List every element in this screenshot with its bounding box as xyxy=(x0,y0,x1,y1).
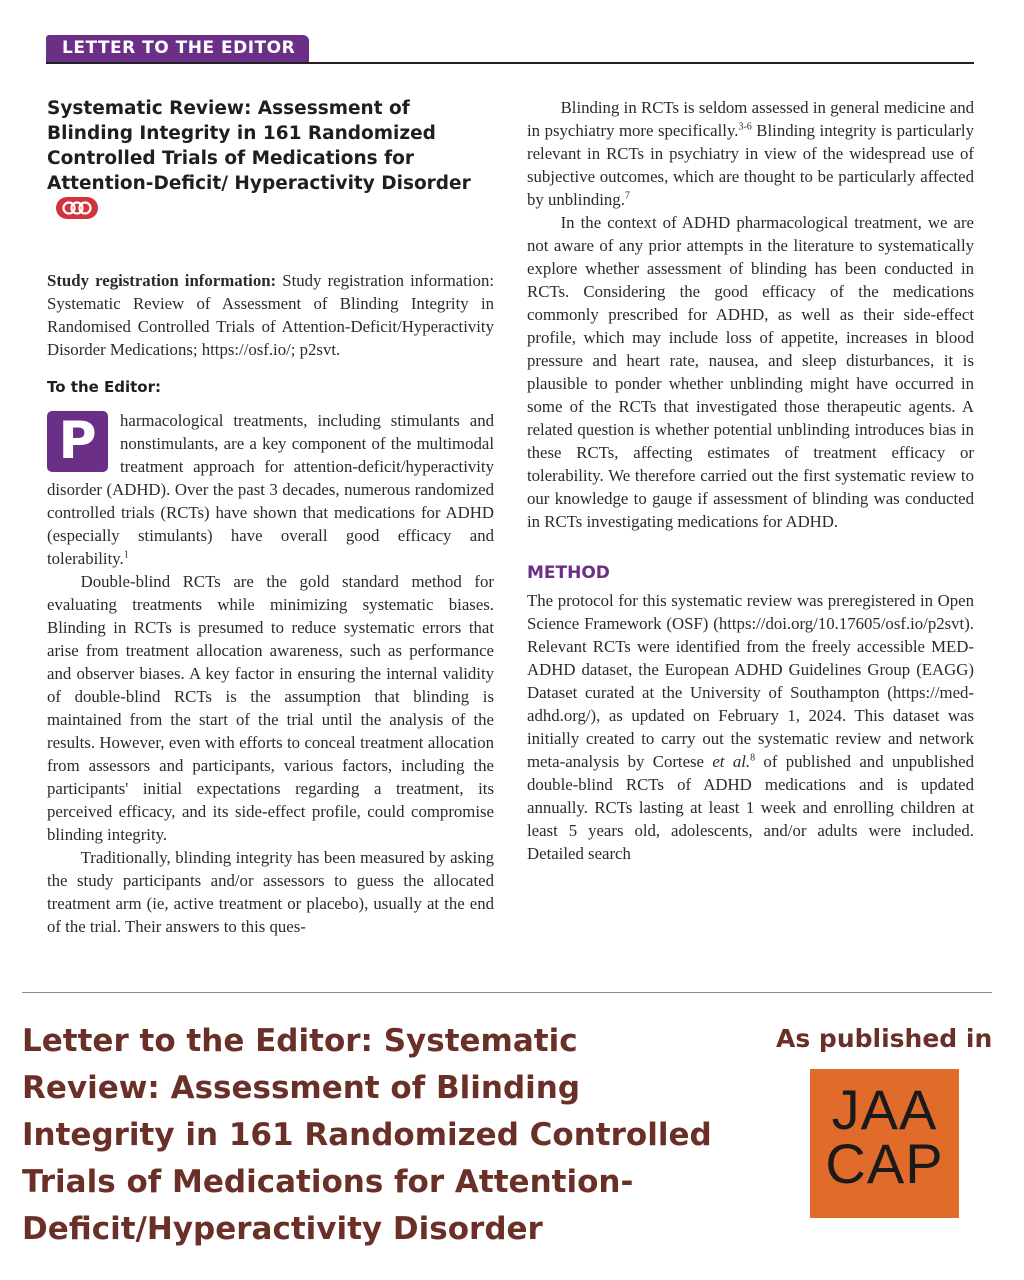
citation-1[interactable]: 1 xyxy=(123,549,129,561)
published-label: As published in xyxy=(776,1024,993,1053)
journal-logo[interactable] xyxy=(810,1069,959,1218)
footer-title: Letter to the Editor: Systematic Review: Assessment of Blinding Integrity in 161 Randomized Controlled Trials of Medications for Attention-Deficit/Hyperactivity Disorder xyxy=(22,1023,712,1247)
article-title-text: Systematic Review: Assessment of Blinding Integrity in 161 Randomized Controlled Trials of Medications for Attention-Deficit/ Hyperactivity Disorder xyxy=(47,98,471,194)
header-divider xyxy=(46,62,974,64)
et-al: et al. xyxy=(712,752,751,771)
citation-3-6[interactable]: 3-6 xyxy=(738,121,752,133)
right-column xyxy=(527,96,974,865)
paragraph-6-text-b: of published and unpublished double-blind RCTs of ADHD medications and is updated annually. RCTs lasting at least 1 week and enrolling children at least 5 years old, adolescents, and/or adults were included. Detailed search xyxy=(527,752,974,863)
method-heading: METHOD xyxy=(527,563,610,583)
paragraph-4-text-a: Blinding in RCTs is seldom assessed in general medicine and in psychiatry more specifically. xyxy=(527,98,974,140)
paragraph-1 xyxy=(47,409,494,570)
paragraph-1-text: harmacological treatments, including stimulants and nonstimulants, are a key component of the multimodal treatment approach for attention-deficit/hyperactivity disorder (ADHD). Over the past 3 decades, numerous randomized controlled trials (RCTs) have shown that medications for ADHD (especially stimulants) have overall good efficacy and tolerability. xyxy=(47,411,494,568)
logo-line-2: CAP xyxy=(825,1132,944,1195)
paragraph-6 xyxy=(527,589,974,865)
drop-cap: P xyxy=(47,411,108,472)
left-column xyxy=(47,96,494,938)
salutation: To the Editor: xyxy=(47,378,162,396)
study-registration xyxy=(47,269,494,361)
footer-divider xyxy=(22,992,992,993)
paragraph-2: Double-blind RCTs are the gold standard method for evaluating treatments while minimizing systematic biases. Blinding in RCTs is presumed to reduce systematic errors that arise from treatment allocation awareness, such as performance and observer biases. A key factor in ensuring the internal validity of double-blind RCTs is the assumption that blinding is maintained from the start of the trial until the analysis of the results. However, even with efforts to conceal treatment allocation from assessors and participants, various factors, including the participants' initial expectations regarding a treatment, its perceived efficacy, and its side-effect profile, could compromise blinding integrity. xyxy=(47,572,494,844)
study-registration-label: Study registration information: xyxy=(47,271,277,290)
open-access-icon[interactable] xyxy=(55,196,99,227)
citation-7[interactable]: 7 xyxy=(624,190,630,202)
paragraph-6-text-a: The protocol for this systematic review was preregistered in Open Science Framework (OSF) (https://doi.org/10.17605/osf.io/p2svt). Relevant RCTs were identified from the freely accessible MED-ADHD dataset, the European ADHD Guidelines Group (EAGG) Dataset curated at the University of Southampton (https://med-adhd.org/), as updated on February 1, 2024. This dataset was initially created to carry out the systematic review and network meta-analysis by Cortese xyxy=(527,591,974,771)
paragraph-5: In the context of ADHD pharmacological treatment, we are not aware of any prior attempts in the literature to systematically explore whether assessment of blinding has been conducted in RCTs. Considering the good efficacy of the medications commonly prescribed for ADHD, as well as their side-effect profile, which may include loss of appetite, increases in blood pressure and heart rate, nausea, and sleep disturbances, it is plausible to ponder whether unblinding might have occurred in some of the RCTs that investigated those therapeutic agents. A related question is whether potential unblinding introduces bias in these RCTs, affecting estimates of treatment efficacy or tolerability. We therefore carried out the first systematic review to our knowledge to gauge if assessment of blinding was conducted in RCTs investigating medications for ADHD. xyxy=(527,213,974,531)
citation-8[interactable]: 8 xyxy=(750,752,756,764)
paragraph-4-text-b: Blinding integrity is particularly relevant in RCTs in psychiatry in view of the widespread use of subjective outcomes, which are thought to be particularly affected by unblinding. xyxy=(527,121,974,209)
logo-line-1: JAA xyxy=(831,1078,938,1141)
article-title xyxy=(47,96,487,227)
paragraph-3: Traditionally, blinding integrity has been measured by asking the study participants and/or assessors to guess the allocated treatment arm (ie, active treatment or placebo), usually at the end of the trial. Their answers to this ques- xyxy=(47,848,494,936)
section-label: LETTER TO THE EDITOR xyxy=(46,35,309,62)
paragraph-4 xyxy=(527,96,974,211)
study-registration-text: Study registration information: Systematic Review of Assessment of Blinding Integrity in Randomised Controlled Trials of Attention-Deficit/Hyperactivity Disorder Medications; https://osf.io/; p2svt. xyxy=(47,271,494,359)
